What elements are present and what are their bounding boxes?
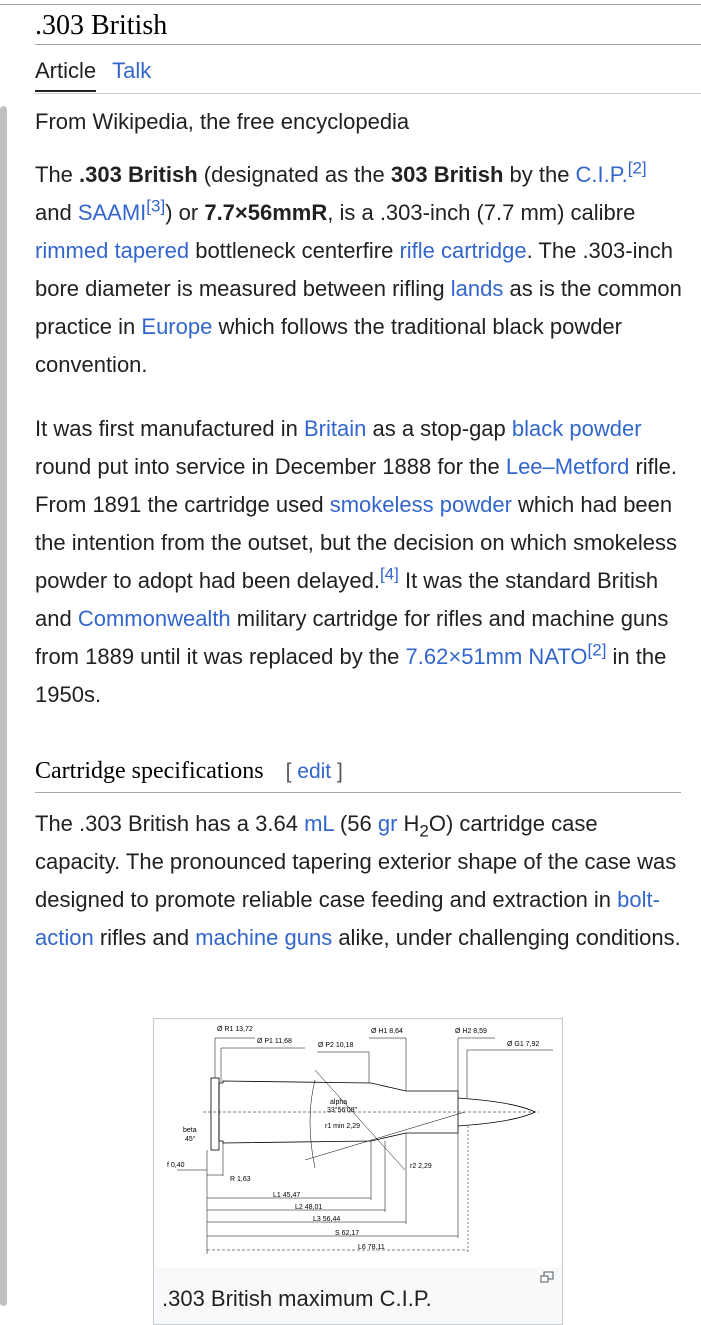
text: by the bbox=[503, 162, 576, 187]
text: which follows the traditional black powder convention. bbox=[35, 314, 622, 377]
scrollbar[interactable] bbox=[0, 106, 7, 1306]
text: round put into service in December 1888 for the bbox=[35, 454, 506, 479]
text: It was first manufactured in bbox=[35, 416, 304, 441]
link-cip[interactable]: C.I.P. bbox=[575, 162, 628, 187]
link-rifle-cartridge[interactable]: rifle cartridge bbox=[399, 238, 527, 263]
text: as is the common practice in bbox=[35, 276, 682, 339]
text: O) cartridge case capacity. The pronounced tapering exterior shape of the case was designed to promote reliable case feeding and extraction in bbox=[35, 811, 677, 912]
title-divider bbox=[35, 44, 701, 45]
link-ml[interactable]: mL bbox=[304, 811, 334, 836]
tab-article[interactable]: Article bbox=[35, 56, 96, 92]
label-r: R 1,63 bbox=[230, 1176, 251, 1183]
section-heading-cartridge-specifications bbox=[35, 752, 681, 793]
cartridge-diagram bbox=[155, 1020, 561, 1268]
link-black-powder[interactable]: black powder bbox=[511, 416, 642, 441]
label-s: S 62,17 bbox=[335, 1230, 360, 1237]
reference-2[interactable]: [2] bbox=[627, 158, 647, 178]
link-smokeless-powder[interactable]: smokeless powder bbox=[329, 492, 512, 517]
link-lee-metford[interactable]: Lee–Metford bbox=[505, 454, 630, 479]
text: and bbox=[35, 200, 78, 225]
label-l2: L2 48,01 bbox=[295, 1204, 323, 1211]
tabs-divider bbox=[35, 93, 701, 94]
cartridge-figure bbox=[153, 1018, 563, 1325]
text: (designated as the bbox=[197, 162, 391, 187]
case-rim bbox=[211, 1078, 219, 1150]
label-l1: L1 45,47 bbox=[273, 1192, 301, 1199]
label-h2: Ø H2 8,59 bbox=[455, 1028, 487, 1035]
top-border bbox=[0, 4, 701, 5]
label-beta: beta bbox=[183, 1127, 197, 1134]
label-l6: L6 78,11 bbox=[358, 1244, 385, 1251]
cartridge-drawing[interactable] bbox=[155, 1020, 561, 1268]
text: The bbox=[35, 162, 80, 187]
label-f: f 0,40 bbox=[167, 1162, 185, 1169]
label-r2: r2 2,29 bbox=[410, 1163, 432, 1170]
bracket: [ bbox=[285, 760, 298, 783]
enlarge-icon[interactable] bbox=[540, 1271, 554, 1283]
reference-4[interactable]: [4] bbox=[379, 564, 399, 584]
text: ) or bbox=[165, 200, 205, 225]
page-tabs bbox=[35, 56, 151, 92]
tab-talk[interactable]: Talk bbox=[112, 58, 152, 83]
text: (56 bbox=[333, 811, 378, 836]
link-machine-guns[interactable]: machine guns bbox=[195, 925, 333, 950]
bold-term: 7.7×56mmR bbox=[204, 200, 328, 225]
text: H bbox=[397, 811, 420, 836]
link-commonwealth[interactable]: Commonwealth bbox=[77, 606, 231, 631]
label-alpha: alpha bbox=[330, 1099, 348, 1106]
text: , is a .303-inch (7.7 mm) calibre bbox=[327, 200, 636, 225]
link-gr[interactable]: gr bbox=[377, 811, 398, 836]
label-alpha-value: 33°56'08" bbox=[327, 1107, 357, 1114]
label-l3: L3 56,44 bbox=[313, 1216, 341, 1223]
text: as a stop-gap bbox=[366, 416, 512, 441]
link-nato[interactable]: 7.62×51mm NATO bbox=[405, 644, 588, 669]
text: rifle. From 1891 the cartridge used bbox=[35, 454, 678, 517]
bold-term: .303 British bbox=[79, 162, 198, 187]
text: rifles and bbox=[93, 925, 196, 950]
text: which had been the intention from the outset, but the decision on which smokeless powder to adopt had been delayed. bbox=[35, 492, 678, 593]
text: . The .303-inch bore diameter is measured between rifling bbox=[35, 238, 673, 301]
label-r1: Ø R1 13,72 bbox=[217, 1026, 253, 1033]
text: It was the standard British and bbox=[35, 568, 659, 631]
subscript: 2 bbox=[419, 821, 429, 841]
text: bottleneck centerfire bbox=[189, 238, 400, 263]
link-saami[interactable]: SAAMI bbox=[77, 200, 147, 225]
specs-paragraph bbox=[35, 805, 685, 957]
link-bolt-action[interactable]: bolt-action bbox=[35, 887, 660, 950]
text: alike, under challenging conditions. bbox=[332, 925, 681, 950]
site-tagline: From Wikipedia, the free encyclopedia bbox=[35, 109, 410, 134]
reference-3[interactable]: [3] bbox=[146, 196, 166, 216]
text: The .303 British has a 3.64 bbox=[35, 811, 305, 836]
bold-term: 303 British bbox=[390, 162, 504, 187]
label-beta-value: 45° bbox=[185, 1136, 196, 1143]
label-h1: Ø H1 8,64 bbox=[371, 1028, 403, 1035]
alpha-arc bbox=[310, 1080, 315, 1168]
edit-section bbox=[286, 760, 343, 783]
link-britain[interactable]: Britain bbox=[304, 416, 367, 441]
link-europe[interactable]: Europe bbox=[141, 314, 213, 339]
label-p2: Ø P2 10,18 bbox=[318, 1042, 354, 1049]
figure-caption: .303 British maximum C.I.P. bbox=[162, 1286, 432, 1311]
page-title: .303 British bbox=[35, 10, 168, 41]
label-p1: Ø P1 11,68 bbox=[257, 1038, 292, 1045]
reference-2[interactable]: [2] bbox=[587, 640, 607, 660]
intro-paragraph-2 bbox=[35, 410, 685, 714]
link-lands[interactable]: lands bbox=[450, 276, 504, 301]
alpha-line bbox=[315, 1070, 405, 1170]
text: in the 1950s. bbox=[35, 644, 667, 707]
link-tapered[interactable]: tapered bbox=[114, 238, 190, 263]
text: military cartridge for rifles and machine guns from 1889 until it was replaced by the bbox=[35, 606, 669, 669]
intro-paragraph-1 bbox=[35, 156, 685, 384]
bracket: ] bbox=[331, 760, 343, 783]
link-rimmed[interactable]: rimmed bbox=[35, 238, 109, 263]
label-g1: Ø G1 7,92 bbox=[507, 1041, 540, 1048]
edit-link[interactable]: edit bbox=[297, 760, 332, 783]
label-r1-min: r1 min 2,29 bbox=[325, 1123, 361, 1130]
section-title: Cartridge specifications bbox=[35, 758, 264, 784]
